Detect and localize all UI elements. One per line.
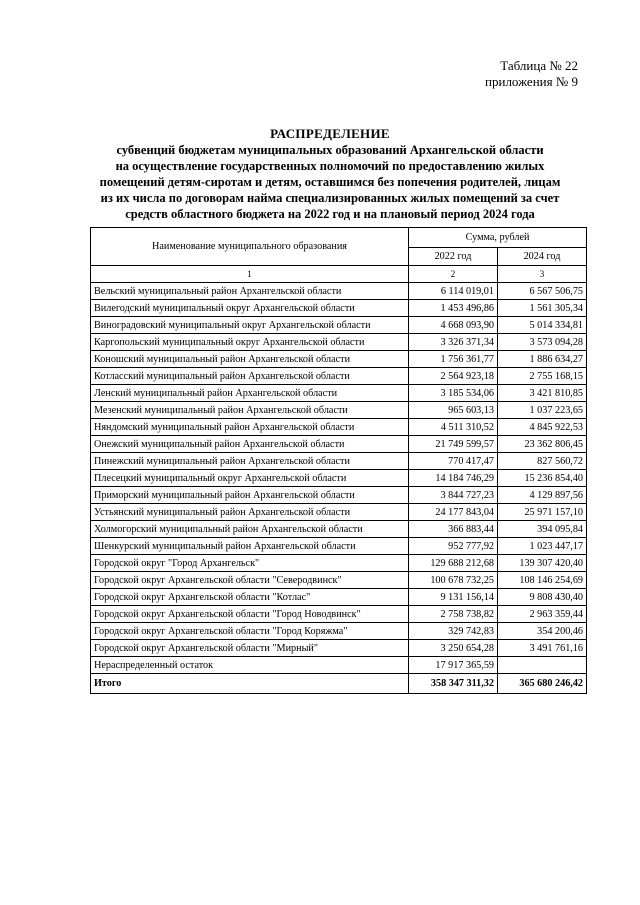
table-row (91, 657, 587, 674)
amount-2024: 4 845 922,53 (498, 419, 587, 436)
amount-2022: 965 603,13 (409, 402, 498, 419)
amount-2022: 6 114 019,01 (409, 283, 498, 300)
table-row (91, 623, 587, 640)
subtitle-line: на осуществление государственных полномочий по предоставлению жилых (115, 159, 545, 173)
table-row (91, 606, 587, 623)
amount-2024: 6 567 506,75 (498, 283, 587, 300)
amount-2022: 9 131 156,14 (409, 589, 498, 606)
index-cell: 3 (498, 266, 587, 283)
amount-2024: 108 146 254,69 (498, 572, 587, 589)
municipality-name: Городской округ Архангельской области "Котлас" (91, 589, 409, 606)
index-cell: 1 (91, 266, 409, 283)
subtitle-line: субвенций бюджетам муниципальных образований Архангельской области (116, 143, 544, 157)
table-row (91, 368, 587, 385)
header-year-2022: 2022 год (409, 248, 498, 266)
table-row (91, 470, 587, 487)
header-year-2024: 2024 год (498, 248, 587, 266)
amount-2024: 354 200,46 (498, 623, 587, 640)
amount-2022: 3 326 371,34 (409, 334, 498, 351)
header-sum: Сумма, рублей (409, 228, 587, 248)
table-row (91, 555, 587, 572)
amount-2024: 2 755 168,15 (498, 368, 587, 385)
amount-2024: 3 573 094,28 (498, 334, 587, 351)
amount-2022: 129 688 212,68 (409, 555, 498, 572)
municipality-name: Нераспределенный остаток (91, 657, 409, 674)
table-row (91, 436, 587, 453)
table-row (91, 538, 587, 555)
table-row (91, 402, 587, 419)
amount-2022: 21 749 599,57 (409, 436, 498, 453)
amount-2024: 394 095,84 (498, 521, 587, 538)
table-row (91, 504, 587, 521)
amount-2022: 3 250 654,28 (409, 640, 498, 657)
municipality-name: Коношский муниципальный район Архангельской области (91, 351, 409, 368)
amount-2024: 1 037 223,65 (498, 402, 587, 419)
document-title: РАСПРЕДЕЛЕНИЕ (270, 126, 390, 141)
table-row (91, 317, 587, 334)
subtitle-line: из их числа по договорам найма специализированных жилых помещений за счет (100, 191, 560, 205)
total-2024: 365 680 246,42 (498, 674, 587, 694)
amount-2024 (498, 657, 587, 674)
amount-2024: 3 421 810,85 (498, 385, 587, 402)
amount-2022: 2 564 923,18 (409, 368, 498, 385)
municipality-name: Котласский муниципальный район Архангельской области (91, 368, 409, 385)
amount-2024: 1 023 447,17 (498, 538, 587, 555)
total-row (91, 674, 587, 694)
municipality-name: Вельский муниципальный район Архангельской области (91, 283, 409, 300)
subtitle-line: средств областного бюджета на 2022 год и на плановый период 2024 года (125, 207, 535, 221)
amount-2022: 1 453 496,86 (409, 300, 498, 317)
amount-2022: 366 883,44 (409, 521, 498, 538)
table-number: Таблица № 22 (500, 58, 578, 73)
municipality-name: Холмогорский муниципальный район Архангельской области (91, 521, 409, 538)
table-row (91, 419, 587, 436)
table-row (91, 283, 587, 300)
amount-2022: 17 917 365,59 (409, 657, 498, 674)
municipality-name: Ленский муниципальный район Архангельской области (91, 385, 409, 402)
subtitle-line: помещений детям-сиротам и детям, оставшимся без попечения родителей, лицам (99, 175, 561, 189)
amount-2022: 329 742,83 (409, 623, 498, 640)
amount-2024: 25 971 157,10 (498, 504, 587, 521)
table-row (91, 351, 587, 368)
municipality-name: Приморский муниципальный район Архангельской области (91, 487, 409, 504)
amount-2024: 2 963 359,44 (498, 606, 587, 623)
document-heading (80, 126, 580, 222)
table-row (91, 572, 587, 589)
municipality-name: Каргопольский муниципальный округ Архангельской области (91, 334, 409, 351)
amount-2024: 9 808 430,40 (498, 589, 587, 606)
amount-2022: 4 668 093,90 (409, 317, 498, 334)
table-body (91, 266, 587, 674)
municipality-name: Вилегодский муниципальный округ Архангельской области (91, 300, 409, 317)
municipality-name: Шенкурский муниципальный район Архангельской области (91, 538, 409, 555)
table-row (91, 589, 587, 606)
amount-2022: 2 758 738,82 (409, 606, 498, 623)
municipality-name: Няндомский муниципальный район Архангельской области (91, 419, 409, 436)
table-row (91, 521, 587, 538)
municipality-name: Городской округ "Город Архангельск" (91, 555, 409, 572)
total-2022: 358 347 311,32 (409, 674, 498, 694)
amount-2022: 952 777,92 (409, 538, 498, 555)
table-row (91, 300, 587, 317)
municipality-name: Виноградовский муниципальный округ Архангельской области (91, 317, 409, 334)
header-name: Наименование муниципального образования (91, 228, 409, 266)
amount-2024: 15 236 854,40 (498, 470, 587, 487)
amount-2022: 1 756 361,77 (409, 351, 498, 368)
municipality-name: Городской округ Архангельской области "Город Новодвинск" (91, 606, 409, 623)
amount-2024: 1 886 634,27 (498, 351, 587, 368)
table-row (91, 385, 587, 402)
amount-2022: 100 678 732,25 (409, 572, 498, 589)
amount-2024: 4 129 897,56 (498, 487, 587, 504)
municipality-name: Онежский муниципальный район Архангельской области (91, 436, 409, 453)
table-row (91, 640, 587, 657)
table-reference (485, 58, 578, 90)
municipality-name: Пинежский муниципальный район Архангельской области (91, 453, 409, 470)
municipality-name: Устьянский муниципальный район Архангельской области (91, 504, 409, 521)
amount-2024: 139 307 420,40 (498, 555, 587, 572)
amount-2022: 770 417,47 (409, 453, 498, 470)
total-label: Итого (91, 674, 409, 694)
municipality-name: Городской округ Архангельской области "Город Коряжма" (91, 623, 409, 640)
amount-2022: 24 177 843,04 (409, 504, 498, 521)
amount-2022: 4 511 310,52 (409, 419, 498, 436)
amount-2022: 3 844 727,23 (409, 487, 498, 504)
amount-2024: 5 014 334,81 (498, 317, 587, 334)
municipality-name: Городской округ Архангельской области "Мирный" (91, 640, 409, 657)
index-row (91, 266, 587, 283)
municipality-name: Плесецкий муниципальный округ Архангельской области (91, 470, 409, 487)
index-cell: 2 (409, 266, 498, 283)
municipality-name: Мезенский муниципальный район Архангельской области (91, 402, 409, 419)
amount-2024: 23 362 806,45 (498, 436, 587, 453)
distribution-table (90, 227, 587, 694)
table-row (91, 334, 587, 351)
table-row (91, 487, 587, 504)
amount-2024: 3 491 761,16 (498, 640, 587, 657)
amount-2022: 3 185 534,06 (409, 385, 498, 402)
table-row (91, 453, 587, 470)
amount-2022: 14 184 746,29 (409, 470, 498, 487)
amount-2024: 1 561 305,34 (498, 300, 587, 317)
amount-2024: 827 560,72 (498, 453, 587, 470)
municipality-name: Городской округ Архангельской области "Северодвинск" (91, 572, 409, 589)
appendix-number: приложения № 9 (485, 74, 578, 89)
